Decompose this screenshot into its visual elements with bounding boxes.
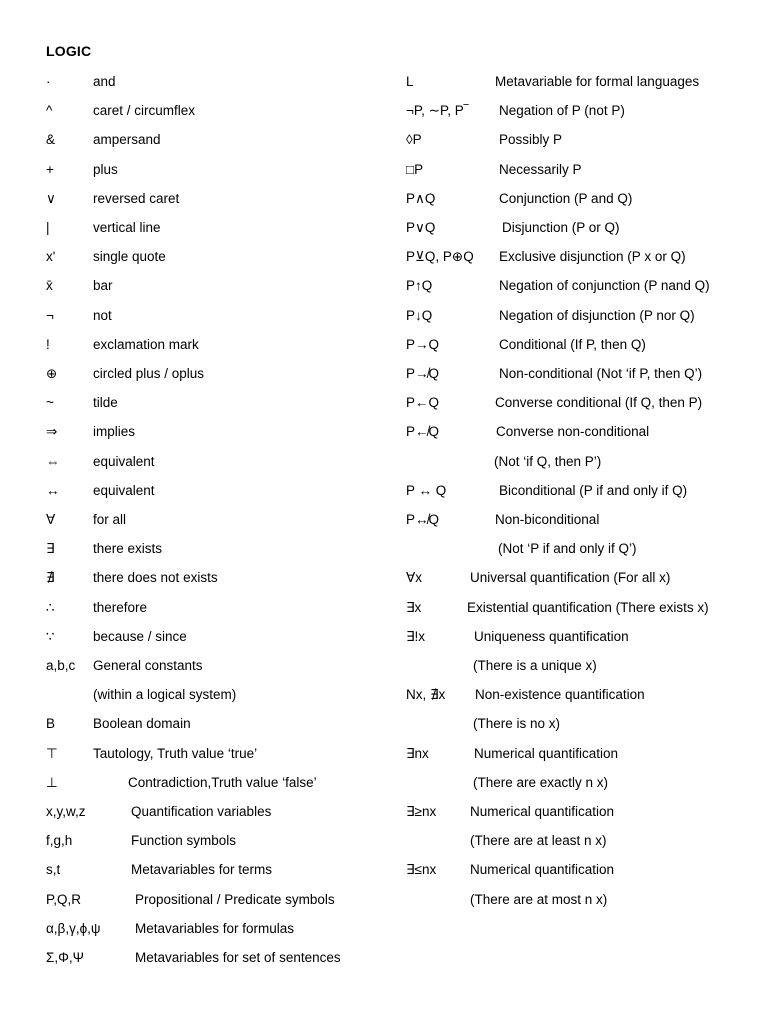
left-entry-description: reversed caret bbox=[93, 190, 180, 206]
right-entry-description: Numerical quantification bbox=[470, 862, 615, 878]
left-entry-description: plus bbox=[93, 161, 118, 177]
left-entry-description: Propositional / Predicate symbols bbox=[135, 891, 335, 907]
left-entry-description: there exists bbox=[93, 541, 163, 557]
right-entry-symbol: ∀x bbox=[406, 570, 422, 586]
right-entry-description: Uniqueness quantification bbox=[474, 628, 629, 644]
left-entry-description: implies bbox=[93, 424, 136, 440]
right-entry-description: (There are at most n x) bbox=[470, 891, 608, 907]
left-entry-symbol: ⊕ bbox=[46, 366, 58, 381]
left-entry-description: equivalent bbox=[93, 453, 155, 469]
left-entry-description: not bbox=[93, 307, 112, 323]
left-entry-description: circled plus / oplus bbox=[93, 366, 205, 381]
right-entry-description: (Not ‘if Q, then P’) bbox=[494, 453, 602, 469]
right-entry-description: (Not ‘P if and only if Q’) bbox=[498, 541, 637, 557]
left-entry-symbol: ¬ bbox=[46, 307, 54, 323]
left-entry-description: and bbox=[93, 74, 116, 89]
right-entry-symbol: P→Q bbox=[406, 336, 440, 352]
left-entry-symbol: Σ,Φ,Ψ bbox=[46, 950, 84, 965]
right-entry-symbol: P↑Q bbox=[406, 278, 433, 294]
right-entry-description: Negation of conjunction (P nand Q) bbox=[499, 278, 710, 294]
left-entry-description: Tautology, Truth value ‘true’ bbox=[93, 745, 258, 761]
page-title: LOGIC bbox=[46, 43, 92, 59]
right-entry-description: Non-conditional (Not ‘if P, then Q’) bbox=[499, 366, 703, 381]
left-entry-symbol: B bbox=[46, 716, 56, 732]
right-entry-description: (There are at least n x) bbox=[470, 833, 607, 849]
right-entry-description: Non-biconditional bbox=[495, 512, 600, 527]
right-entry-description: Numerical quantification bbox=[474, 745, 619, 761]
right-entry-symbol: P↓Q bbox=[406, 307, 433, 323]
right-entry-symbol: ∃!x bbox=[406, 628, 426, 644]
right-entry-description: Converse conditional (If Q, then P) bbox=[495, 395, 703, 411]
left-entry-symbol: s,t bbox=[46, 862, 61, 878]
right-entry-description: Existential quantification (There exists x) bbox=[467, 599, 709, 615]
right-entry-description: Exclusive disjunction (P x or Q) bbox=[499, 249, 686, 265]
left-entry-symbol: a,b,c bbox=[46, 658, 76, 673]
left-entry-symbol: f,g,h bbox=[46, 833, 73, 849]
right-entry-symbol: P ↔ Q bbox=[406, 482, 447, 498]
right-entry-symbol: P↮Q bbox=[406, 512, 440, 527]
right-entry-symbol: ◊P bbox=[406, 132, 422, 148]
right-entry-description: Negation of disjunction (P nor Q) bbox=[499, 307, 695, 323]
left-entry-symbol: ∵ bbox=[46, 628, 55, 644]
left-entry-symbol: α,β,γ,ϕ,ψ bbox=[46, 920, 101, 936]
right-entry-symbol: P∨Q bbox=[406, 220, 436, 235]
right-entry-symbol: ∃≥nx bbox=[406, 804, 437, 819]
left-entry-symbol: ^ bbox=[46, 103, 53, 119]
left-entry-description: Metavariables for terms bbox=[131, 862, 273, 878]
left-entry-description: ampersand bbox=[93, 132, 161, 148]
left-entry-description: Metavariables for formulas bbox=[135, 920, 295, 936]
right-entry-description: Converse non-conditional bbox=[496, 424, 650, 440]
left-entry-description: (within a logical system) bbox=[93, 687, 237, 703]
left-entry-description: vertical line bbox=[93, 220, 161, 235]
left-entry-symbol: x,y,w,z bbox=[46, 804, 86, 819]
left-entry-description: Metavariables for set of sentences bbox=[135, 950, 341, 965]
left-entry-description: therefore bbox=[93, 599, 148, 615]
left-entry-description: single quote bbox=[93, 249, 166, 265]
left-entry-description: for all bbox=[93, 512, 127, 527]
left-entry-symbol: ~ bbox=[46, 395, 54, 411]
left-entry-symbol: ∴ bbox=[46, 599, 55, 615]
left-entry-symbol: · bbox=[46, 74, 51, 89]
right-entry-description: Non-existence quantification bbox=[475, 687, 645, 703]
left-entry-symbol: ∨ bbox=[46, 190, 56, 206]
right-entry-description: Numerical quantification bbox=[470, 804, 615, 819]
right-entry-description: Negation of P (not P) bbox=[499, 103, 625, 119]
left-entry-symbol: ! bbox=[46, 336, 50, 352]
left-entry-symbol: ⊤ bbox=[46, 745, 58, 761]
right-entry-symbol: □P bbox=[406, 161, 424, 177]
left-entry-symbol: ⇔ bbox=[46, 453, 60, 469]
right-entry-symbol: Nx, ∄x bbox=[406, 687, 446, 703]
left-entry-symbol: ⊥ bbox=[46, 774, 58, 790]
left-entry-description: Function symbols bbox=[131, 833, 237, 849]
right-entry-symbol: ∃nx bbox=[406, 745, 429, 761]
left-entry-description: caret / circumflex bbox=[93, 103, 196, 119]
left-entry-description: Contradiction,Truth value ‘false’ bbox=[128, 774, 317, 790]
left-entry-description: Boolean domain bbox=[93, 716, 191, 732]
left-entry-symbol: x' bbox=[46, 249, 56, 265]
left-entry-symbol: | bbox=[46, 220, 50, 235]
right-entry-symbol: P⊻Q, P⊕Q bbox=[406, 249, 474, 265]
right-entry-description: (There is a unique x) bbox=[473, 658, 597, 673]
left-entry-description: there does not exists bbox=[93, 570, 218, 586]
right-entry-symbol: ∃x bbox=[406, 599, 422, 615]
left-entry-symbol: ∄ bbox=[46, 570, 55, 586]
right-entry-description: Metavariable for formal languages bbox=[495, 74, 700, 89]
right-entry-description: Necessarily P bbox=[499, 161, 582, 177]
right-entry-description: (There is no x) bbox=[473, 716, 561, 732]
left-entry-description: equivalent bbox=[93, 482, 155, 498]
right-entry-symbol: P∧Q bbox=[406, 190, 436, 206]
right-entry-description: Conditional (If P, then Q) bbox=[499, 336, 646, 352]
right-entry-symbol: P←Q bbox=[406, 395, 440, 411]
left-entry-symbol: ↔ bbox=[46, 482, 60, 498]
right-entry-symbol: P↚Q bbox=[406, 424, 440, 440]
right-entry-symbol: P↛Q bbox=[406, 366, 440, 381]
right-entry-description: Possibly P bbox=[499, 132, 563, 148]
left-entry-symbol: ⇒ bbox=[46, 424, 58, 440]
left-entry-description: bar bbox=[93, 278, 113, 294]
right-entry-description: Universal quantification (For all x) bbox=[470, 570, 671, 586]
left-entry-description: Quantification variables bbox=[131, 804, 272, 819]
left-entry-symbol: P,Q,R bbox=[46, 891, 82, 907]
left-entry-symbol: & bbox=[46, 132, 56, 148]
left-entry-description: exclamation mark bbox=[93, 336, 199, 352]
right-entry-symbol: ¬P, ∼P, P‾ bbox=[406, 103, 469, 119]
right-entry-symbol: L bbox=[406, 74, 414, 89]
left-entry-description: tilde bbox=[93, 395, 118, 411]
left-entry-symbol: + bbox=[46, 161, 54, 177]
left-entry-symbol: x̄ bbox=[46, 278, 53, 294]
left-entry-symbol: ∀ bbox=[46, 512, 56, 527]
left-entry-description: because / since bbox=[93, 628, 187, 644]
left-entry-symbol: ∃ bbox=[46, 541, 55, 557]
right-entry-description: Biconditional (P if and only if Q) bbox=[499, 482, 688, 498]
right-entry-description: (There are exactly n x) bbox=[473, 774, 609, 790]
right-entry-description: Conjunction (P and Q) bbox=[499, 190, 633, 206]
right-entry-symbol: ∃≤nx bbox=[406, 862, 437, 878]
left-entry-description: General constants bbox=[93, 658, 203, 673]
right-entry-description: Disjunction (P or Q) bbox=[502, 220, 620, 235]
